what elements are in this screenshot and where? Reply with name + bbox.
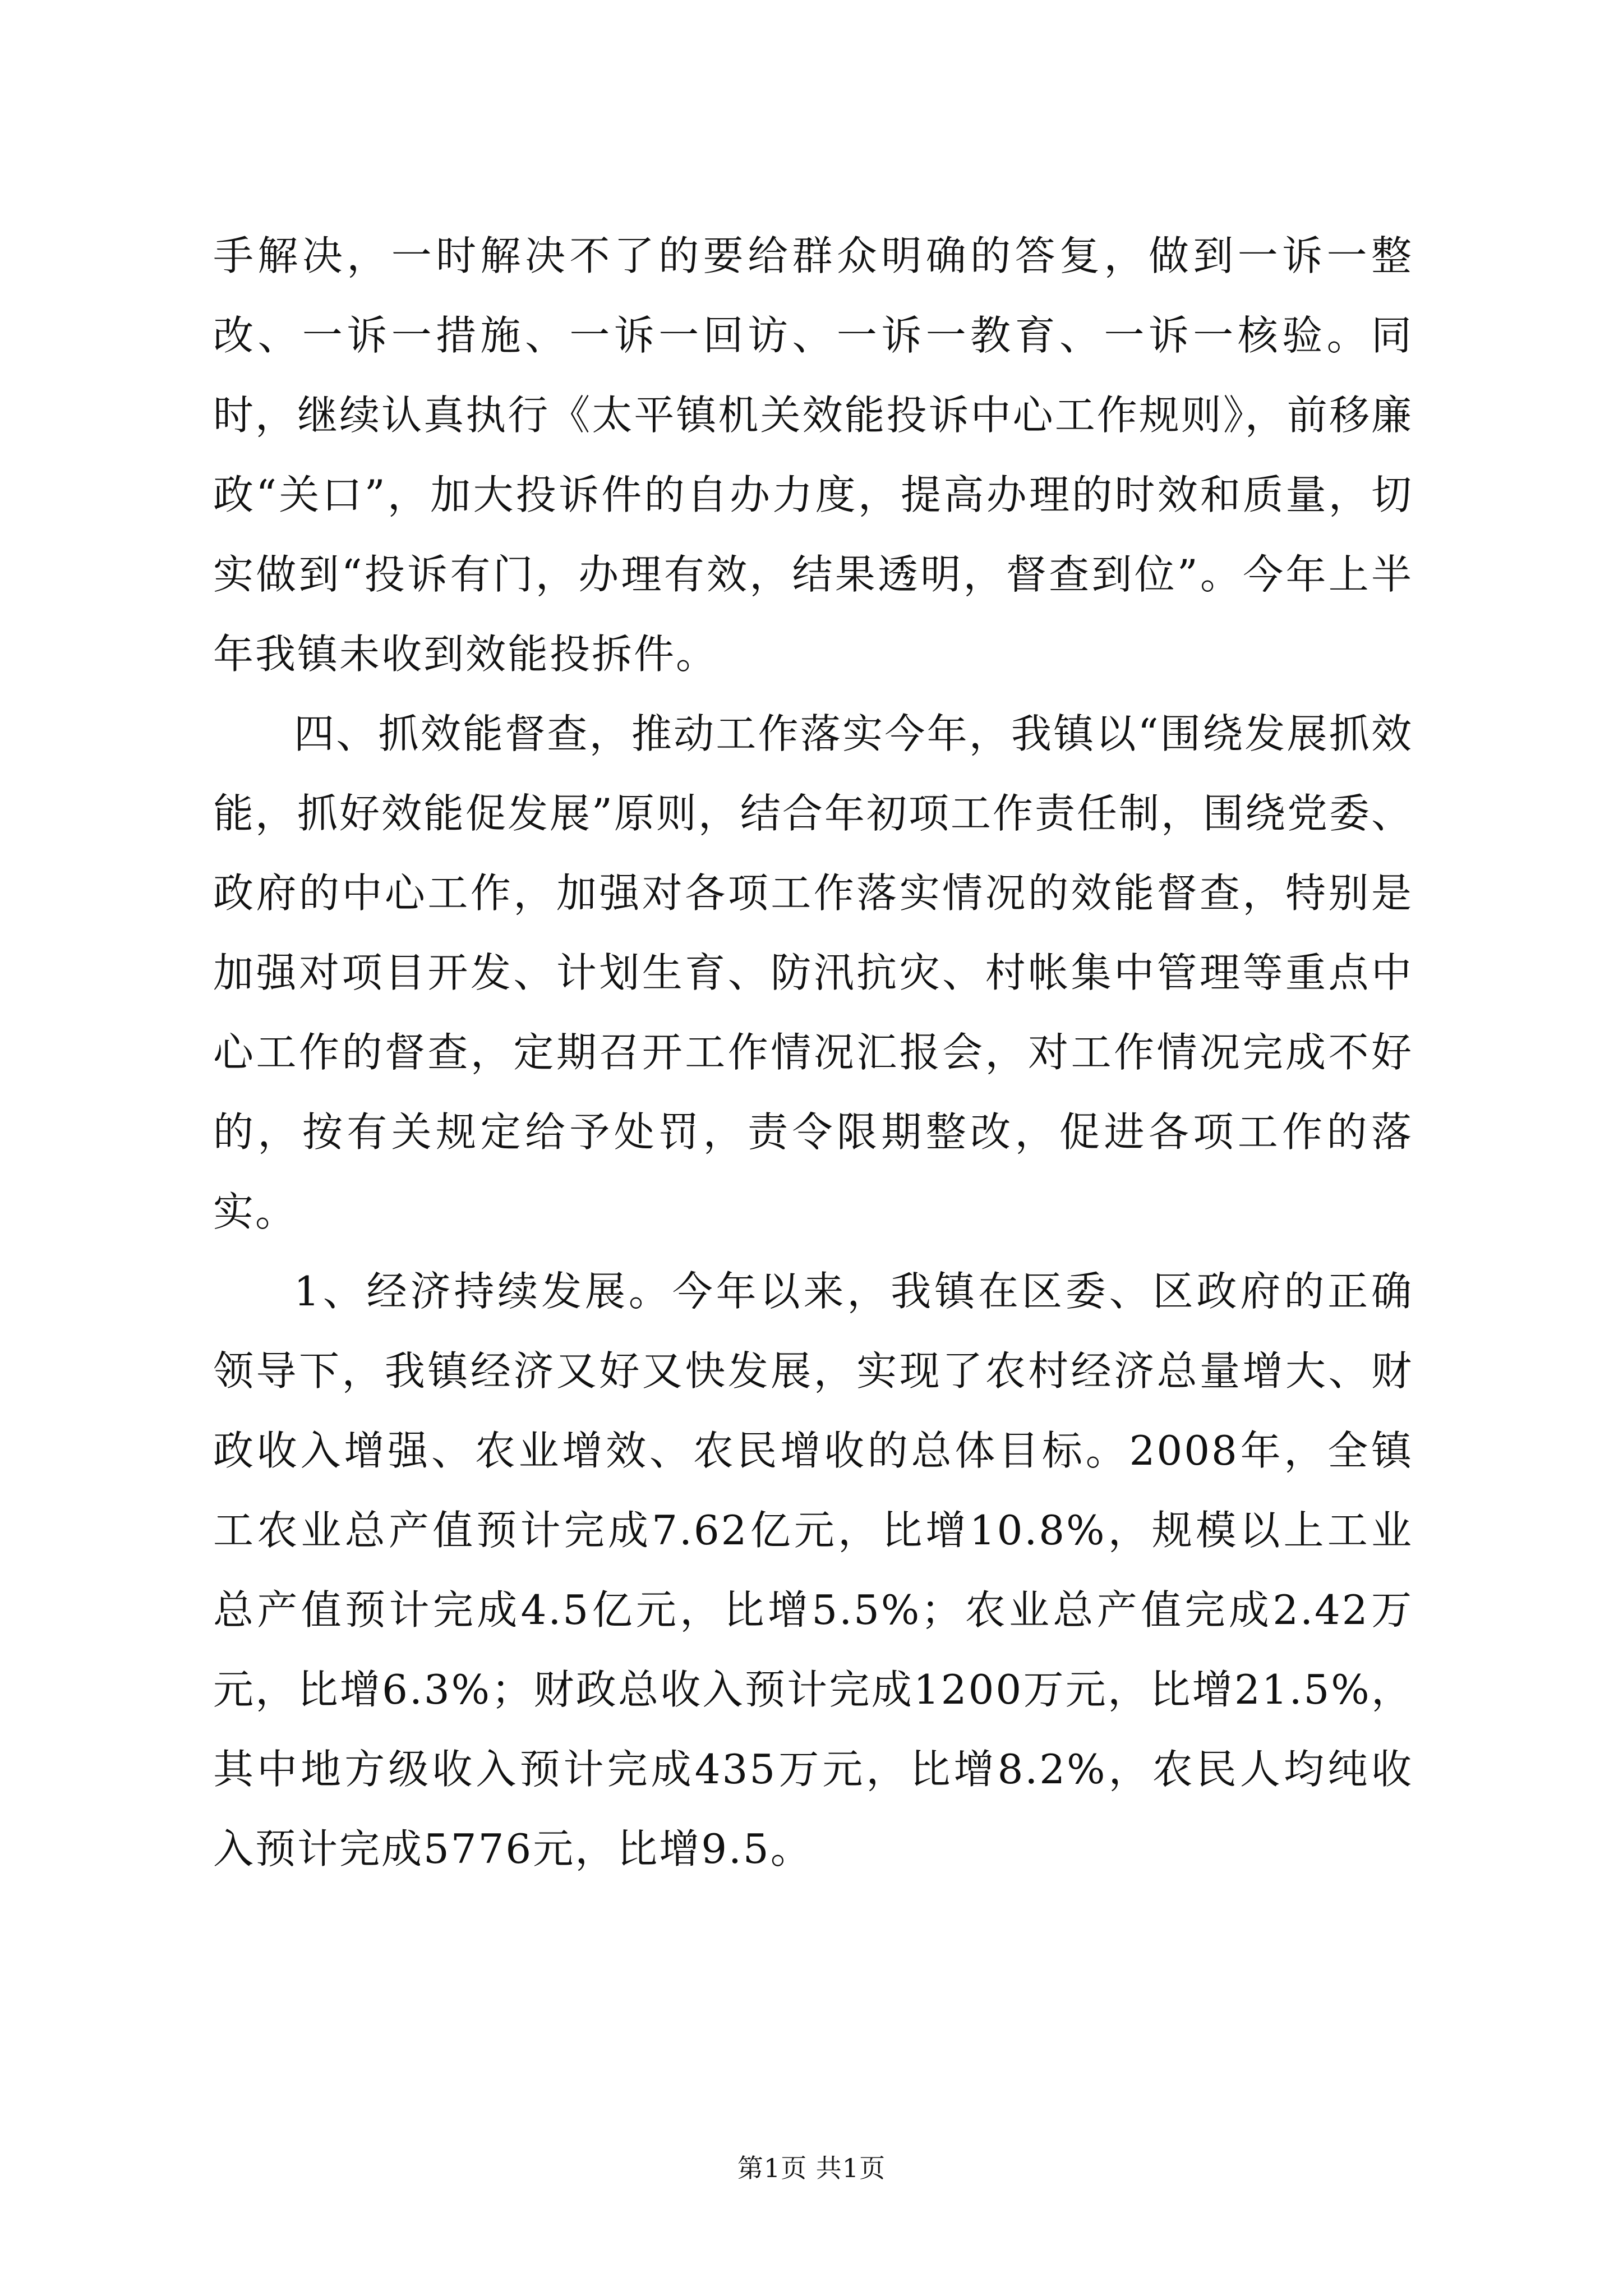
paragraph-efficiency-supervision: 四、抓效能督查，推动工作落实今年，我镇以“围绕发展抓效能，抓好效能促发展”原则，结合年初项工作责任制，围绕党委、政府的中心工作，加强对各项工作落实情况的效能督查，特别是加强对项目开发、计划生育、防汛抗灾、村帐集中管理等重点中心工作的督查，定期召开工作情况汇报会，对工作情况完成不好的，按有关规定给予处罚，责令限期整改，促进各项工作的落实。: [213, 710, 1413, 1235]
paragraph-economic-development: 1、经济持续发展。今年以来，我镇在区委、区政府的正确领导下，我镇经济又好又快发展，实现了农村经济总量增大、财政收入增强、农业增效、农民增收的总体目标。2008年，全镇工农业总产值预计完成7.62亿元，比增10.8%，规模以上工业总产值预计完成4.5亿元，比增5.5%；农业总产值完成2.42万元，比增6.3%；财政总收入预计完成1200万元，比增21.5%，其中地方级收入预计完成435万元，比增8.2%，农民人均纯收入预计完成5776元，比增9.5。: [213, 1268, 1413, 1872]
page-footer: 第1页 共1页: [737, 2153, 886, 2183]
document-body: [213, 216, 1413, 1889]
paragraph-complaint-handling: 手解决，一时解决不了的要给群众明确的答复，做到一诉一整改、一诉一措施、一诉一回访、一诉一教育、一诉一核验。同时，继续认真执行《太平镇机关效能投诉中心工作规则》，前移廉政“关口”，加大投诉件的自办力度，提高办理的时效和质量，切实做到“投诉有门，办理有效，结果透明，督查到位”。今年上半年我镇未收到效能投拆件。: [213, 232, 1413, 678]
